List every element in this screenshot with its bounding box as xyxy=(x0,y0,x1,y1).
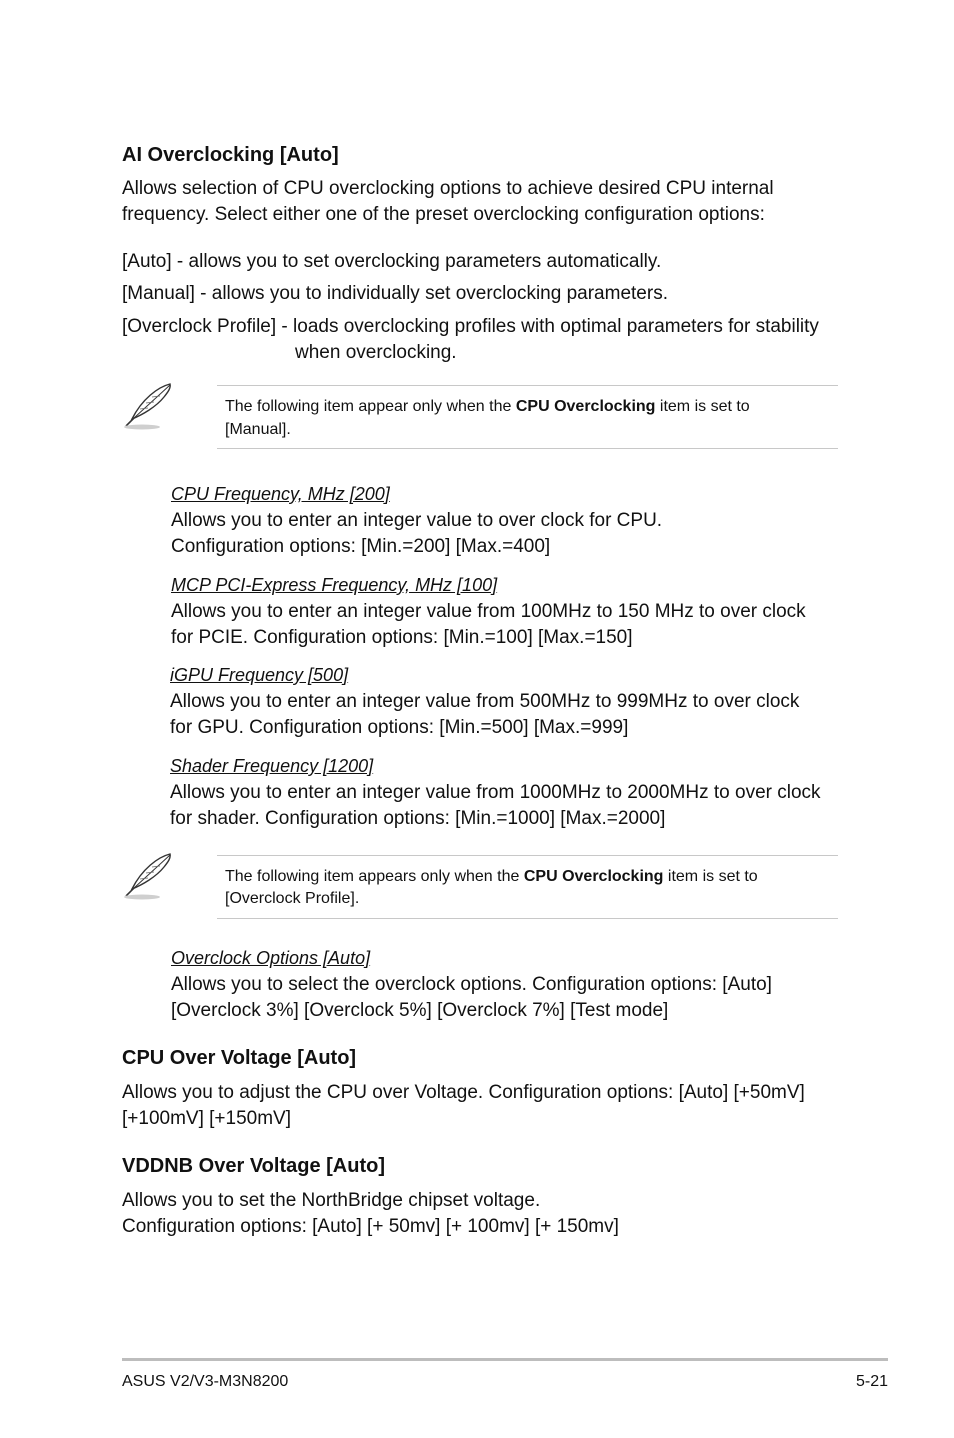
footer-page-number: 5-21 xyxy=(855,1373,888,1390)
cpu-frequency-line1: Allows you to enter an integer value to over clock for CPU. xyxy=(171,510,663,531)
mcp-frequency-line1: Allows you to enter an integer value from 100MHz to 150 MHz to over clock xyxy=(171,601,806,622)
footer-rule xyxy=(122,1358,888,1361)
option-auto: [Auto] - allows you to set overclocking parameters automatically. xyxy=(122,251,662,272)
footer-product: ASUS V2/V3-M3N8200 xyxy=(122,1373,289,1390)
cpu-frequency-title: CPU Frequency, MHz [200] xyxy=(171,484,390,504)
igpu-frequency-line2: for GPU. Configuration options: [Min.=500] [Max.=999] xyxy=(170,717,629,738)
option-profile-line2: when overclocking. xyxy=(295,342,457,363)
ai-overclocking-desc-line1: Allows selection of CPU overclocking options to achieve desired CPU internal xyxy=(122,178,774,199)
igpu-frequency-line1: Allows you to enter an integer value from 500MHz to 999MHz to over clock xyxy=(170,691,800,712)
option-profile-line1: [Overclock Profile] - loads overclocking profiles with optimal parameters for stability xyxy=(122,316,819,337)
feather-pen-icon xyxy=(120,381,176,433)
note1-line2: [Manual]. xyxy=(225,421,291,438)
feather-pen-icon xyxy=(120,851,176,903)
note1-bottom-rule xyxy=(217,448,838,449)
option-manual: [Manual] - allows you to individually set overclocking parameters. xyxy=(122,283,668,304)
note2-bold: CPU Overclocking xyxy=(523,868,664,885)
cpu-frequency-line2: Configuration options: [Min.=200] [Max.=400] xyxy=(171,536,551,557)
vddnb-over-voltage-line2: Configuration options: [Auto] [+ 50mv] [+ 100mv] [+ 150mv] xyxy=(122,1216,619,1237)
note2-bottom-rule xyxy=(217,918,838,919)
ai-overclocking-heading: AI Overclocking [Auto] xyxy=(122,144,339,166)
ai-overclocking-desc-line2: frequency. Select either one of the preset overclocking configuration options: xyxy=(122,204,765,225)
shader-frequency-title: Shader Frequency [1200] xyxy=(170,756,374,776)
igpu-frequency-title: iGPU Frequency [500] xyxy=(170,665,349,685)
cpu-over-voltage-line2: [+100mV] [+150mV] xyxy=(122,1108,291,1129)
mcp-frequency-title: MCP PCI-Express Frequency, MHz [100] xyxy=(171,575,498,595)
vddnb-over-voltage-line1: Allows you to set the NorthBridge chipset voltage. xyxy=(122,1190,541,1211)
overclock-options-title: Overclock Options [Auto] xyxy=(171,948,371,968)
note1-bold: CPU Overclocking xyxy=(515,398,656,415)
vddnb-over-voltage-heading: VDDNB Over Voltage [Auto] xyxy=(122,1155,385,1177)
note1-top-rule xyxy=(217,385,838,386)
note2-line2: [Overclock Profile]. xyxy=(225,890,360,907)
shader-frequency-line1: Allows you to enter an integer value from 1000MHz to 2000MHz to over clock xyxy=(170,782,821,803)
shader-frequency-line2: for shader. Configuration options: [Min.=1000] [Max.=2000] xyxy=(170,808,666,829)
note1-line1: The following item appear only when the CPU Overclocking item is set to xyxy=(225,398,750,415)
note2-top-rule xyxy=(217,855,838,856)
note2-line1: The following item appears only when the CPU Overclocking item is set to xyxy=(225,868,758,885)
overclock-options-line1: Allows you to select the overclock options. Configuration options: [Auto] xyxy=(171,974,772,995)
cpu-over-voltage-heading: CPU Over Voltage [Auto] xyxy=(122,1047,357,1069)
overclock-options-line2: [Overclock 3%] [Overclock 5%] [Overclock 7%] [Test mode] xyxy=(171,1000,669,1021)
cpu-over-voltage-line1: Allows you to adjust the CPU over Voltage. Configuration options: [Auto] [+50mV] xyxy=(122,1082,805,1103)
mcp-frequency-line2: for PCIE. Configuration options: [Min.=100] [Max.=150] xyxy=(171,627,633,648)
